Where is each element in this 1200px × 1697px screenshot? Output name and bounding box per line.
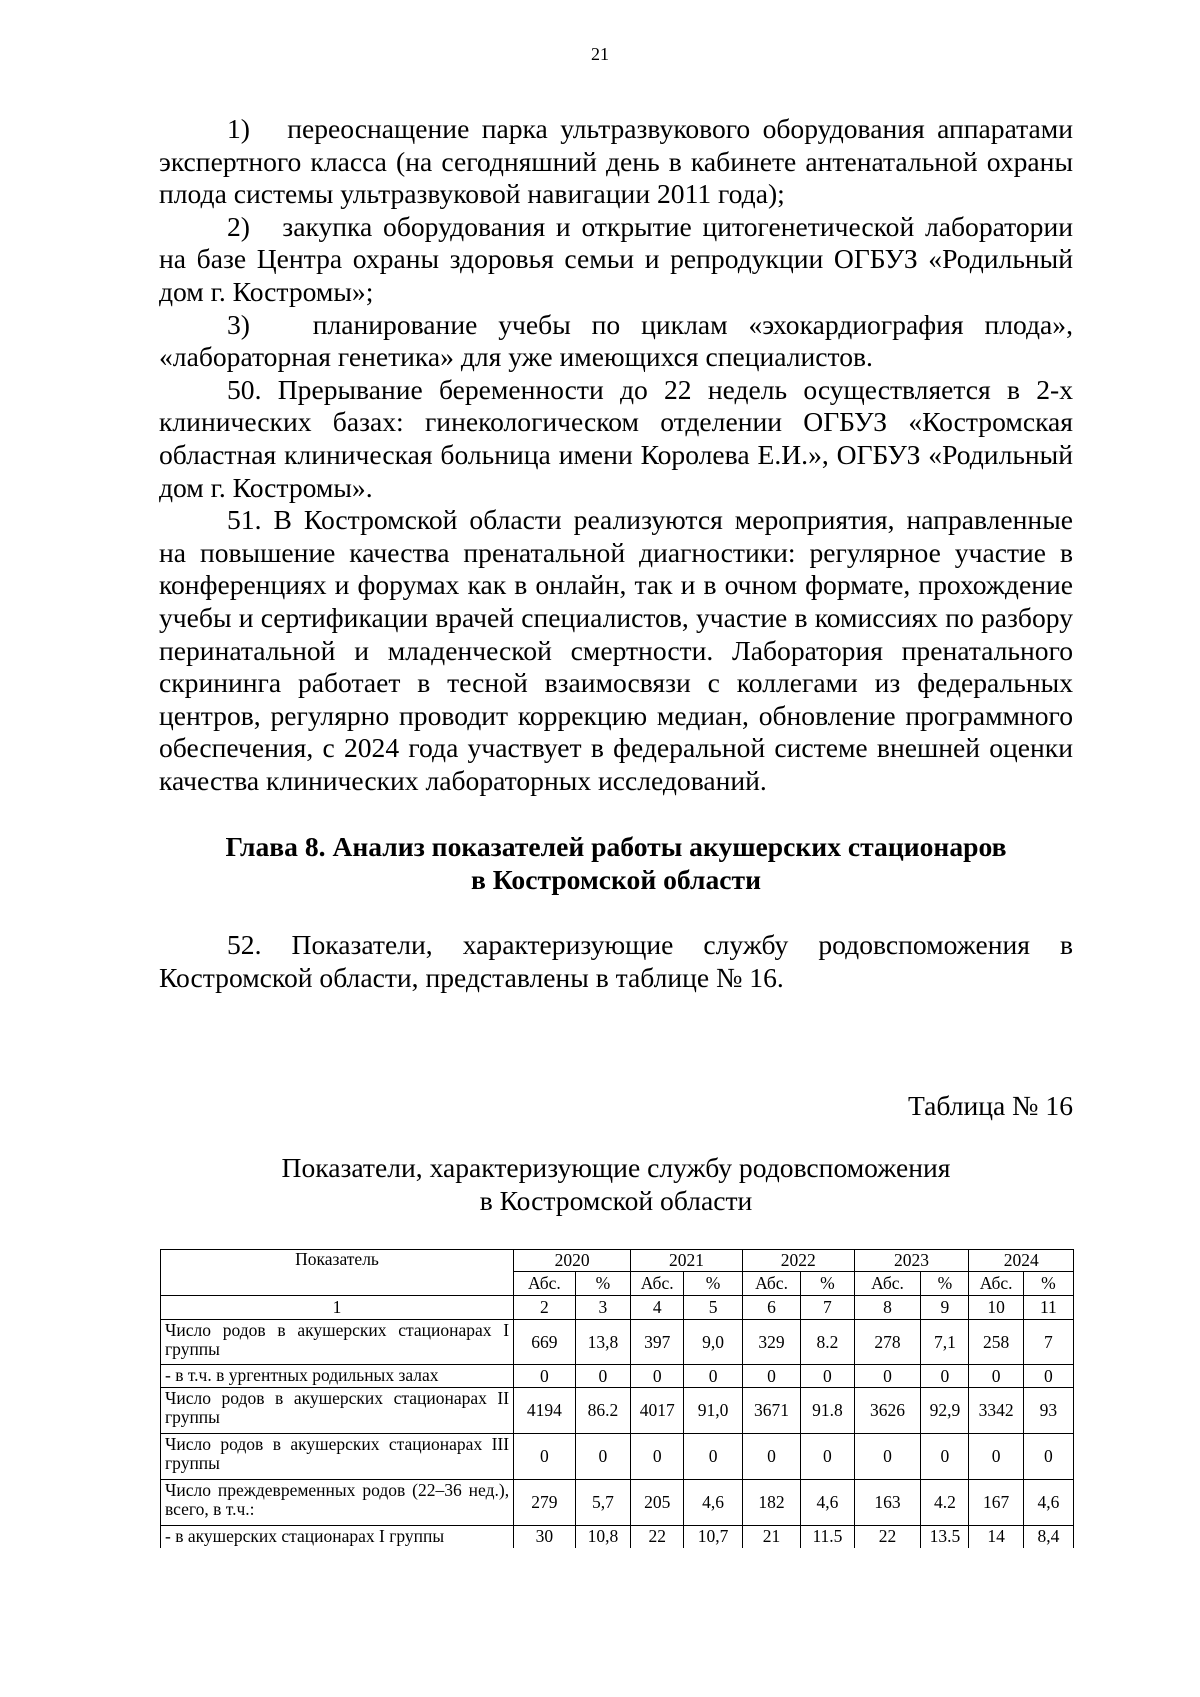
table-cell: 279	[514, 1480, 576, 1526]
row-label: Число родов в акушерских стационарах I группы	[161, 1320, 514, 1365]
table-row	[161, 1388, 1074, 1434]
table-cell: 5,7	[575, 1480, 630, 1526]
table-cell: 21	[742, 1526, 800, 1548]
table-cell: 0	[921, 1434, 969, 1480]
row-label: Число родов в акушерских стационарах III группы	[161, 1434, 514, 1480]
table-cell: 0	[742, 1434, 800, 1480]
table-title-line-2: в Костромской области	[479, 1185, 753, 1216]
table-cell: 3671	[742, 1388, 800, 1434]
table-cell: 8,4	[1023, 1526, 1073, 1548]
table-cell: 167	[969, 1480, 1023, 1526]
table-cell: 0	[854, 1434, 921, 1480]
column-number: 1	[161, 1296, 514, 1320]
table-cell: 14	[969, 1526, 1023, 1548]
indicators-table	[160, 1249, 1074, 1548]
table-cell: 258	[969, 1320, 1023, 1365]
column-number: 8	[854, 1296, 921, 1320]
table-cell: 86.2	[575, 1388, 630, 1434]
header-year: 2022	[742, 1250, 854, 1272]
table-cell: 22	[854, 1526, 921, 1548]
table-cell: 3626	[854, 1388, 921, 1434]
table-cell: 9,0	[684, 1320, 742, 1365]
column-number-row	[161, 1296, 1074, 1320]
table-cell: 0	[801, 1434, 854, 1480]
table-row	[161, 1320, 1074, 1365]
table-cell: 0	[684, 1434, 742, 1480]
row-label: Число родов в акушерских стационарах II группы	[161, 1388, 514, 1434]
table-cell: 11.5	[801, 1526, 854, 1548]
table-cell: 3342	[969, 1388, 1023, 1434]
table-cell: 4017	[631, 1388, 684, 1434]
subheader-cell: %	[1023, 1272, 1073, 1296]
table-cell: 163	[854, 1480, 921, 1526]
table-cell: 0	[575, 1365, 630, 1388]
table-cell: 91.8	[801, 1388, 854, 1434]
chapter-heading-line-2: в Костромской области	[470, 864, 762, 896]
table-row	[161, 1434, 1074, 1480]
table-cell: 8.2	[801, 1320, 854, 1365]
column-number: 3	[575, 1296, 630, 1320]
subheader-cell: %	[684, 1272, 742, 1296]
subheader-cell: %	[921, 1272, 969, 1296]
table-cell: 10,8	[575, 1526, 630, 1548]
table-cell: 22	[631, 1526, 684, 1548]
table-cell: 669	[514, 1320, 576, 1365]
table-cell: 0	[514, 1434, 576, 1480]
subheader-cell: Абс.	[742, 1272, 800, 1296]
table-row	[161, 1365, 1074, 1388]
paragraph-50: 50. Прерывание беременности до 22 недель осуществляется в 2-х клинических базах: гинекологическом отделении ОГБУЗ «Костромская областная клиническая больница имени Королева Е.И.», ОГБУЗ «Родильный дом г. Костромы».	[159, 373, 1073, 503]
table-cell: 205	[631, 1480, 684, 1526]
subheader-cell: Абс.	[854, 1272, 921, 1296]
table-cell: 13.5	[921, 1526, 969, 1548]
body-text	[159, 113, 1073, 995]
table-cell: 0	[969, 1434, 1023, 1480]
header-year: 2023	[854, 1250, 969, 1272]
subheader-cell: %	[575, 1272, 630, 1296]
column-number: 5	[684, 1296, 742, 1320]
table-cell: 10,7	[684, 1526, 742, 1548]
table-cell: 182	[742, 1480, 800, 1526]
column-number: 4	[631, 1296, 684, 1320]
table-cell: 0	[969, 1365, 1023, 1388]
subheader-cell: Абс.	[631, 1272, 684, 1296]
table-cell: 0	[854, 1365, 921, 1388]
table-cell: 4,6	[801, 1480, 854, 1526]
row-label: - в акушерских стационарах I группы	[161, 1526, 514, 1548]
paragraph-item-2: 2) закупка оборудования и открытие цитогенетической лаборатории на базе Центра охраны здоровья семьи и репродукции ОГБУЗ «Родильный дом г. Костромы»;	[159, 210, 1073, 307]
table-header-row	[161, 1250, 1074, 1272]
row-label: - в т.ч. в ургентных родильных залах	[161, 1365, 514, 1388]
table-title-line-1: Показатели, характеризующие службу родовспоможения	[281, 1152, 951, 1183]
table-cell: 0	[631, 1365, 684, 1388]
paragraph-item-1: 1) переоснащение парка ультразвукового оборудования аппаратами экспертного класса (на сегодняшний день в кабинете антенатальной охраны плода системы ультразвуковой навигации 2011 года);	[159, 113, 1073, 210]
table-cell: 13,8	[575, 1320, 630, 1365]
subheader-cell: Абс.	[514, 1272, 576, 1296]
header-indicator: Показатель	[161, 1250, 514, 1296]
table-cell: 93	[1023, 1388, 1073, 1434]
column-number: 6	[742, 1296, 800, 1320]
row-label: Число преждевременных родов (22–36 нед.), всего, в т.ч.:	[161, 1480, 514, 1526]
table-cell: 0	[742, 1365, 800, 1388]
page-number: 21	[591, 44, 609, 64]
table-cell: 0	[514, 1365, 576, 1388]
table-cell: 30	[514, 1526, 576, 1548]
table-label: Таблица № 16	[907, 1090, 1073, 1121]
header-year: 2021	[631, 1250, 743, 1272]
table-cell: 4.2	[921, 1480, 969, 1526]
table-cell: 0	[801, 1365, 854, 1388]
table-cell: 0	[1023, 1434, 1073, 1480]
column-number: 9	[921, 1296, 969, 1320]
paragraph-52: 52. Показатели, характеризующие службу родовспоможения в Костромской области, представлены в таблице № 16.	[159, 929, 1073, 994]
chapter-heading	[159, 830, 1073, 896]
column-number: 2	[514, 1296, 576, 1320]
table-row	[161, 1526, 1074, 1548]
table-cell: 4,6	[1023, 1480, 1073, 1526]
column-number: 11	[1023, 1296, 1073, 1320]
table-cell: 91,0	[684, 1388, 742, 1434]
table-cell: 4194	[514, 1388, 576, 1434]
chapter-heading-line-1: Глава 8. Анализ показателей работы акушерских стационаров	[225, 831, 1007, 863]
table-cell: 329	[742, 1320, 800, 1365]
table-row	[161, 1480, 1074, 1526]
table-cell: 0	[1023, 1365, 1073, 1388]
subheader-cell: %	[801, 1272, 854, 1296]
column-number: 10	[969, 1296, 1023, 1320]
table-cell: 0	[631, 1434, 684, 1480]
table-cell: 0	[575, 1434, 630, 1480]
table-cell: 278	[854, 1320, 921, 1365]
header-year: 2024	[969, 1250, 1074, 1272]
column-number: 7	[801, 1296, 854, 1320]
table-title	[159, 1151, 1073, 1217]
paragraph-51: 51. В Костромской области реализуются мероприятия, направленные на повышение качества пренатальной диагностики: регулярное участие в конференциях и форумах как в онлайн, так и в очном формате, прохождение учебы и сертификации врачей специалистов, участие в комиссиях по разбору перинатальной и младенческой смертности. Лаборатория пренатального скрининга работает в тесной взаимосвязи с коллегами из федеральных центров, регулярно проводит коррекцию медиан, обновление программного обеспечения, с 2024 года участвует в федеральной системе внешней оценки качества клинических лабораторных исследований.	[159, 504, 1073, 796]
table-cell: 0	[921, 1365, 969, 1388]
table-cell: 7,1	[921, 1320, 969, 1365]
header-year: 2020	[514, 1250, 631, 1272]
table-cell: 7	[1023, 1320, 1073, 1365]
table-cell: 4,6	[684, 1480, 742, 1526]
paragraph-item-3: 3) планирование учебы по циклам «эхокардиография плода», «лабораторная генетика» для уже имеющихся специалистов.	[159, 308, 1073, 373]
table-cell: 92,9	[921, 1388, 969, 1434]
table-cell: 397	[631, 1320, 684, 1365]
subheader-cell: Абс.	[969, 1272, 1023, 1296]
table-cell: 0	[684, 1365, 742, 1388]
